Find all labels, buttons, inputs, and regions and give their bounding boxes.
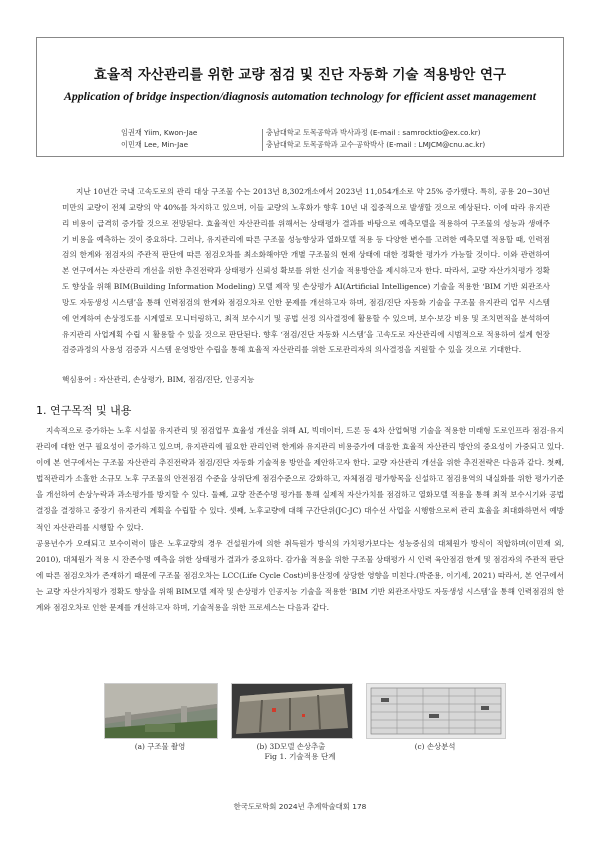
figure-title: Fig 1. 기술적용 단계 [264,752,336,761]
figure-caption: (c) 손상분석 [414,742,456,751]
body-paragraph: 지속적으로 증가하는 노후 시설물 유지관리 및 점검업무 효율성 개선을 위해 AI, 빅데이터, 드론 등 4차 산업혁명 기술을 적용한 미래형 도로인프라 점검·유지관리에 대한 연구 필요성이 증가하고 있으며, 유지관리에 필요한 관리인력 한계와 유지관리 비용증가에 대응한 효율적 자산관리 방안의 중요성이 가중되고 있다. 이에 본 연구에서는 구조물 자산관리 추진전략과 점검/진단 자동화 기술적용 방안을 제안하고자 한다. 교량 자산관리 개선을 위한 추진전략은 다음과 같다. 첫째, 법적관리가 소홀한 소규모 노후 구조물의 안전점검 수준을 상위단계 점검수준으로 강화하고, 자체점검 평가항목을 신설하고 점검용역의 내실화를 위한 평가기준을 개선하여 손상누락과 과소평가를 방지할 수 있다. 둘째, 교량 잔존수명 평가를 통해 실제적 자산가치를 점검하고 열화모델 적용을 통해 최적 보수시기와 공법결정을 결정하고 중장기 유지관리 계획을 수립할 수 있다. 셋째, 노후교량에 대해 구간단위(JC-JC) 대수선 사업을 시행함으로써 관리 효율을 최대화하면서 예방적인 자산관리를 시행할 수 있다. [36,426,564,532]
3d-model-image [231,683,353,739]
author-row [37,128,563,140]
title-box [36,37,564,157]
author-name: 임권재 Yiim, Kwon-Jae [121,128,198,137]
damage-analysis-image [366,683,506,739]
author-row [37,140,563,152]
body-paragraph: 공용년수가 오래되고 보수이력이 많은 노후교량의 경우 건설원가에 의한 취득원가 방식의 가치평가보다는 성능중심의 대체원가 방식이 적합하며(이민재 외, 2010), 대체원가 적용 시 잔존수명 예측을 위한 상태평가 결과가 중요하다. 감가율 적용을 위한 구조물 상태평가 시 인력 육안점검 한계 및 점검자의 주관적 판단에 따른 점검오차가 존재하기 때문에 구조물 점검오차는 LCC(Life Cycle Cost)비용산정에 상당한 영향을 미친다.(박준용, 이기세, 2021) 따라서, 본 연구에서는 교량 자산가치평가 정확도 향상을 위해 BIM모델 제작 및 손상평가 인공지능 기술을 적용한 ‘BIM 기반 외관조사망도 자동생성 시스템’을 통해 인력점검의 한계와 점검오차로 인한 문제를 개선하고자 하며, 기술적용을 위한 프로세스는 다음과 같다. [36,538,564,613]
figure-group [104,683,504,783]
bridge-photo [104,683,218,739]
abstract-text: 지난 10년간 국내 고속도로의 관리 대상 구조물 수는 2013년 8,302개소에서 2023년 11,054개소로 약 25% 증가했다. 특히, 공용 20~30년 미만의 교량이 전체 교량의 약 40%를 차지하고 있으며, 이들 교량의 노후화가 향후 10년 내 집중적으로 발생할 것으로 예상된다. 이에 따라 유지관리 비용이 급격히 증가할 것으로 전망된다. 효율적인 자산관리를 위해서는 상태평가 결과를 바탕으로 예측모델을 적용하여 구조물의 성능과 생애주기 비용을 예측하는 것이 중요하다. 그러나, 유지관리에 따른 구조물 성능향상과 열화모델 적용 등 다양한 변수를 고려한 예측모델 적용할 때, 인력점검의 한계와 점검자의 주관적 판단에 따른 점검오차를 최소화해야만 개별 구조물의 현재 상태에 대한 정확한 평가가 가능할 것이다. 이와 관련하여 본 연구에서는 자산관리 개선을 위한 추진전략과 상태평가 신뢰성 확보를 위한 신기술 적용방안을 제시하고자 한다. 따라서, 교량 자산가치평가 정확도 향상을 위해 BIM(Building Information Modeling) 모델 제작 및 손상평가 AI(Artificial Intelligence) 기술을 적용한 ‘BIM 기반 외관조사망도 자동생성 시스템’을 통해 인력점검의 한계와 점검오차로 인한 문제를 개선하고자 하며, 점검/진단 자동화 기술을 구조물 유지관리 업무 시스템에 연계하여 손상정도를 시계열로 모니터링하고, 최적 보수시기 및 공법 선정 의사결정에 활용할 수 있으며, 보수·보강 비용 및 조치면적을 분석하여 유지관리 사업계획 수립 시 활용할 수 있을 것으로 판단된다. 향후 ‘점검/진단 자동화 시스템’을 고속도로 자산관리에 시범적으로 적용하여 설계 현장 검증과정의 사용성 검증과 시스템 운영방안 수립을 통해 효율적 자산관리를 위한 도로관리자의 의사결정을 지원할 수 있을 것으로 기대한다. [62,187,550,355]
body-text [36,423,564,616]
paper-title-english: Application of bridge inspection/diagnosis automation technology for efficient asset management [63,89,536,103]
page-footer: 한국도로학회 2024년 추계학술대회 178 [233,802,367,811]
figure-caption: (b) 3D모델 손상추출 [256,742,326,751]
figure-caption: (a) 구조물 촬영 [134,742,186,751]
keywords: 핵심용어 : 자산관리, 손상평가, BIM, 점검/진단, 인공지능 [62,375,255,384]
author-affiliation: 충남대학교 토목공학과 교수·공학박사 (E-mail : LMJCM@cnu.ac.kr) [266,140,486,149]
author-divider [262,129,263,151]
abstract [62,184,550,358]
section-heading: 1. 연구목적 및 내용 [36,404,132,417]
paper-title-korean: 효율적 자산관리를 위한 교량 점검 및 진단 자동화 기술 적용방안 연구 [93,67,507,83]
author-name: 이민재 Lee, Min-Jae [121,140,189,149]
author-affiliation: 충남대학교 토목공학과 박사과정 (E-mail : samrocktio@ex.co.kr) [266,128,481,137]
